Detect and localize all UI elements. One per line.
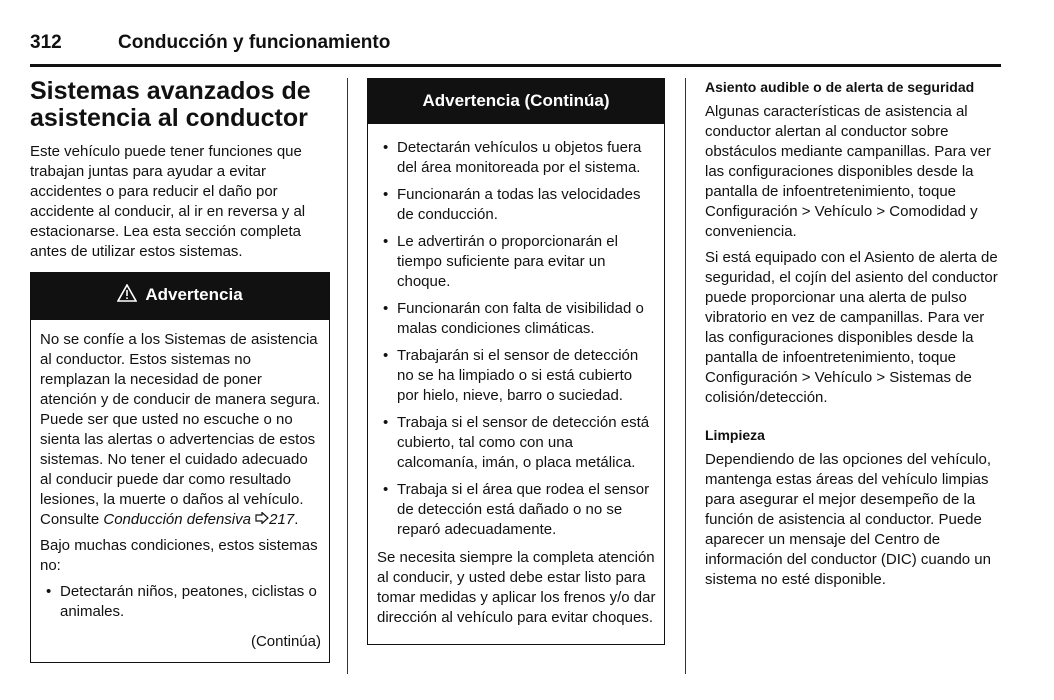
page-arrow-icon (255, 512, 269, 524)
warning-box (30, 272, 330, 663)
warning-body (31, 320, 329, 662)
warning-header: Advertencia (Continúa) (368, 79, 664, 124)
list-item-text: Detectarán niños, peatones, ciclistas o animales. (60, 583, 317, 620)
paragraph: Dependiendo de las opciones del vehículo, mantenga estas áreas del vehículo limpias para asegurar el mejor desempeño de la función de asistencia al conductor. Puede aparecer un mensaje del Centro de información del conductor (DIC) cuando un sistema no esté disponible. (705, 451, 992, 588)
list-item (377, 185, 656, 225)
bullet-icon: • (383, 139, 389, 156)
bullet-icon: • (383, 186, 389, 203)
list-item-text: Detectarán vehículos u objetos fuera del área monitoreada por el sistema. (397, 139, 642, 176)
list-item-text: Funcionarán a todas las velocidades de conducción. (397, 186, 641, 223)
list-item (40, 582, 321, 622)
column-divider (347, 78, 348, 674)
warning-header (31, 273, 329, 320)
warning-paragraph-2: Bajo muchas condiciones, estos sistemas no: (40, 537, 318, 574)
warning-box-continued (367, 78, 665, 645)
page-number: 312 (30, 32, 62, 53)
list-item-text: Funcionarán con falta de visibilidad o malas condiciones climáticas. (397, 300, 644, 337)
warning-triangle-icon (117, 284, 137, 309)
column-1 (30, 78, 330, 663)
warning-list (40, 582, 321, 622)
column-3 (705, 78, 1005, 596)
warning-title: Advertencia (145, 285, 243, 304)
column-2 (367, 78, 665, 645)
list-item (377, 480, 656, 540)
warning-list (377, 138, 656, 540)
list-item (377, 138, 656, 178)
bullet-icon: • (383, 347, 389, 364)
warning-body (368, 124, 664, 644)
section-title: Conducción y funcionamiento (118, 32, 391, 53)
reference-page: 217 (269, 511, 295, 528)
page-title-line2: asistencia al conductor (30, 104, 308, 132)
subheading-seat-alert: Asiento audible o de alerta de seguridad (705, 79, 975, 95)
bullet-icon: • (383, 414, 389, 431)
paragraph: Algunas características de asistencia al conductor alertan al conductor sobre obstáculos mediante campanillas. Para ver las configuraciones disponibles desde la pantalla de infoentretenimiento, toque Configuración > Vehículo > Comodidad y conveniencia. (705, 103, 991, 240)
reference-title[interactable]: Conducción defensiva (103, 511, 251, 528)
bullet-icon: • (383, 233, 389, 250)
list-item-text: Le advertirán o proporcionarán el tiempo suficiente para evitar un choque. (397, 233, 618, 290)
subheading-cleaning: Limpieza (705, 427, 765, 443)
warning-text: No se confíe a los Sistemas de asistencia al conductor. Estos sistemas no remplazan la necesidad de poner atención y de conducir de manera segura. Puede ser que usted no escuche o no sienta las alertas o advertencias de estos sistemas. No tener el cuidado adecuado al conducir puede dar como resultado lesiones, la muerte o daños al vehículo. Consulte (40, 331, 321, 528)
list-item (377, 299, 656, 339)
page-title (30, 78, 330, 132)
column-divider (685, 78, 686, 674)
list-item (377, 346, 656, 406)
page-title-line1: Sistemas avanzados de (30, 77, 311, 105)
list-item-text: Trabaja si el área que rodea el sensor de detección está dañado o no se reparó adecuadamente. (397, 481, 650, 538)
continued-label: (Continúa) (250, 633, 321, 650)
bullet-icon: • (383, 300, 389, 317)
list-item (377, 232, 656, 292)
paragraph: Si está equipado con el Asiento de alerta de seguridad, el cojín del asiento del conductor puede proporcionar una alerta de pulso vibratorio en vez de campanillas. Para ver las configuraciones disponibles desde la pantalla de infoentretenimiento, toque Configuración > Vehículo > Sistemas de colisión/detección. (705, 249, 998, 406)
bullet-icon: • (46, 583, 52, 600)
list-item-text: Trabajarán si el sensor de detección no se ha limpiado o si está cubierto por hielo, nieve, barro o suciedad. (397, 347, 639, 404)
bullet-icon: • (383, 481, 389, 498)
warning-paragraph (40, 330, 321, 530)
list-item-text: Trabaja si el sensor de detección está cubierto, tal como con una calcomanía, imán, o placa metálica. (397, 414, 650, 471)
intro-paragraph: Este vehículo puede tener funciones que trabajan juntas para ayudar a evitar accidentes o para reducir el daño por accidente al conducir, al ir en reversa y al estacionarse. Lea esta sección completa antes de utilizar estos sistemas. (30, 143, 306, 260)
page-header (30, 30, 1001, 67)
page-reference[interactable]: 217. (255, 510, 298, 530)
list-item (377, 413, 656, 473)
closing-paragraph: Se necesita siempre la completa atención al conducir, y usted debe estar listo para tomar medidas y aplicar los frenos y/o dar dirección al vehículo para evitar choques. (377, 549, 656, 626)
